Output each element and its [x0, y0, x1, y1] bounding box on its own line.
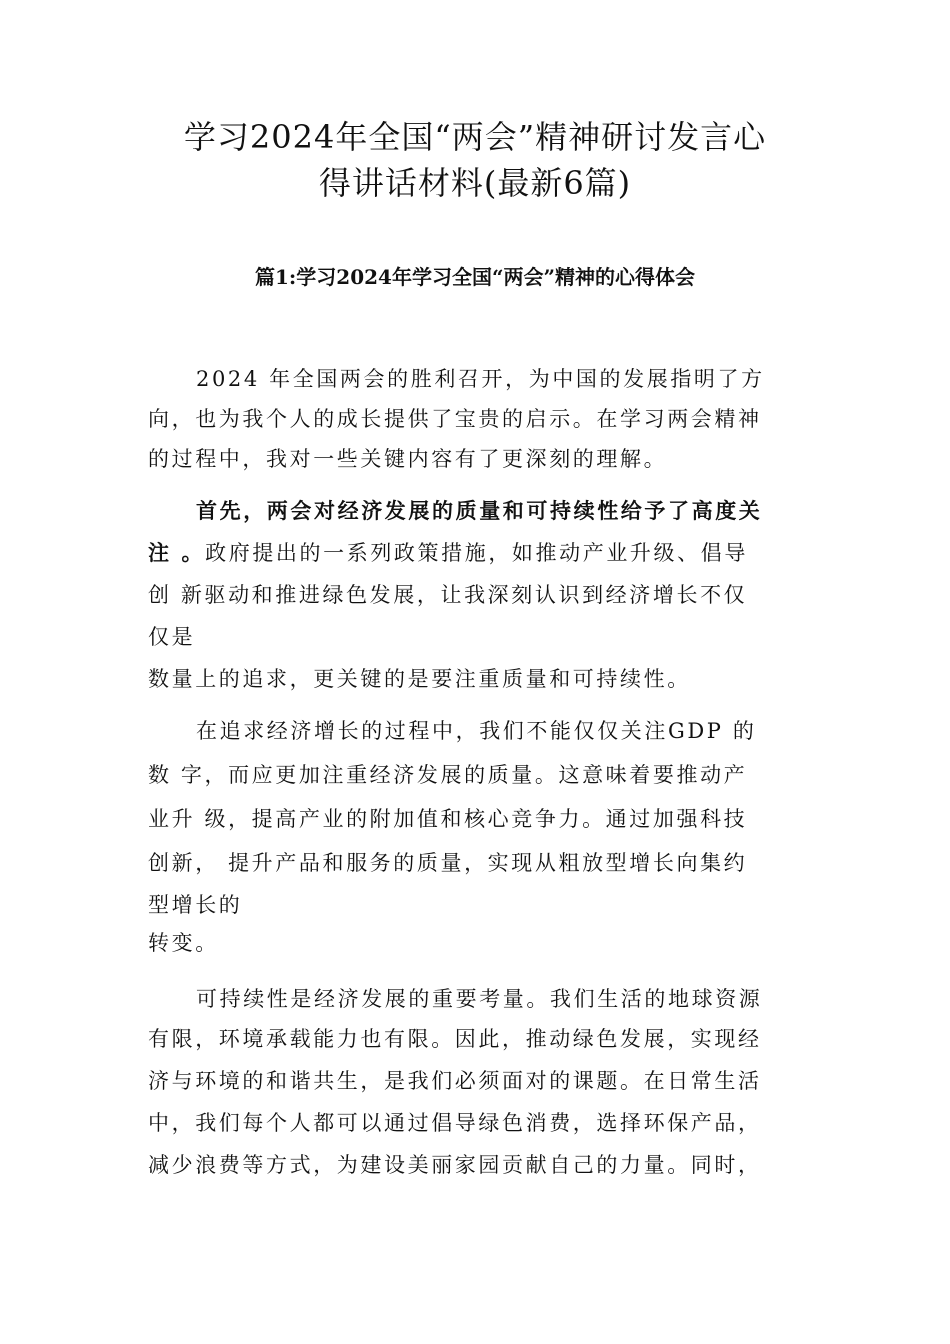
paragraph-2-text-1: 政府提出的一系列政策措施，如推动产业升级、倡导 [205, 541, 748, 565]
paragraph-3-line-2: 数 字，而应更加注重经济发展的质量。这意味着要推动产 [148, 763, 748, 787]
paragraph-4-line-3: 济与环境的和谐共生，是我们必须面对的课题。在日常生活 [148, 1069, 762, 1093]
paragraph-2-bold-lead-1: 首先，两会对经济发展的质量和可持续性给予了高度关 [196, 498, 763, 523]
paragraph-3-line-1: 在追求经济增长的过程中，我们不能仅仅关注GDP 的 [196, 719, 757, 743]
paragraph-2-line-4: 数量上的追求，更关键的是要注重质量和可持续性。 [148, 667, 691, 691]
paragraph-1-line-3: 的过程中，我对一些关键内容有了更深刻的理解。 [148, 447, 668, 471]
paragraph-2-line-3: 仅是 [148, 625, 196, 649]
paragraph-3-line-4: 创新， 提升产品和服务的质量，实现从粗放型增长向集约 [148, 851, 748, 875]
title-line-2: 得讲话材料(最新6篇) [318, 164, 632, 202]
paragraph-1-line-1: 2024 年全国两会的胜利召开，为中国的发展指明了方 [196, 367, 765, 391]
paragraph-2-line-2: 创 新驱动和推进绿色发展，让我深刻认识到经济增长不仅 [148, 583, 748, 607]
title-line-1: 学习2024年全国“两会”精神研讨发言心 [183, 118, 767, 156]
section-heading: 篇1:学习2024年学习全国“两会”精神的心得体会 [255, 265, 695, 289]
paragraph-4-line-4: 中，我们每个人都可以通过倡导绿色消费，选择环保产品， [148, 1111, 762, 1135]
paragraph-2-line-1 [148, 538, 748, 568]
paragraph-4-line-2: 有限，环境承载能力也有限。因此，推动绿色发展，实现经 [148, 1027, 762, 1051]
paragraph-2-bold-lead-2: 注 。 [148, 540, 206, 565]
paragraph-3-line-3: 业升 级，提高产业的附加值和核心竞争力。通过加强科技 [148, 807, 748, 831]
paragraph-3-line-5: 型增长的 [148, 893, 243, 917]
paragraph-4-line-1: 可持续性是经济发展的重要考量。我们生活的地球资源 [196, 987, 763, 1011]
paragraph-4-line-5: 减少浪费等方式，为建设美丽家园贡献自己的力量。同时， [148, 1153, 762, 1177]
document-title [100, 114, 850, 206]
paragraph-3-line-6: 转变。 [148, 931, 219, 955]
paragraph-1-line-2: 向，也为我个人的成长提供了宝贵的启示。在学习两会精神 [148, 407, 762, 431]
